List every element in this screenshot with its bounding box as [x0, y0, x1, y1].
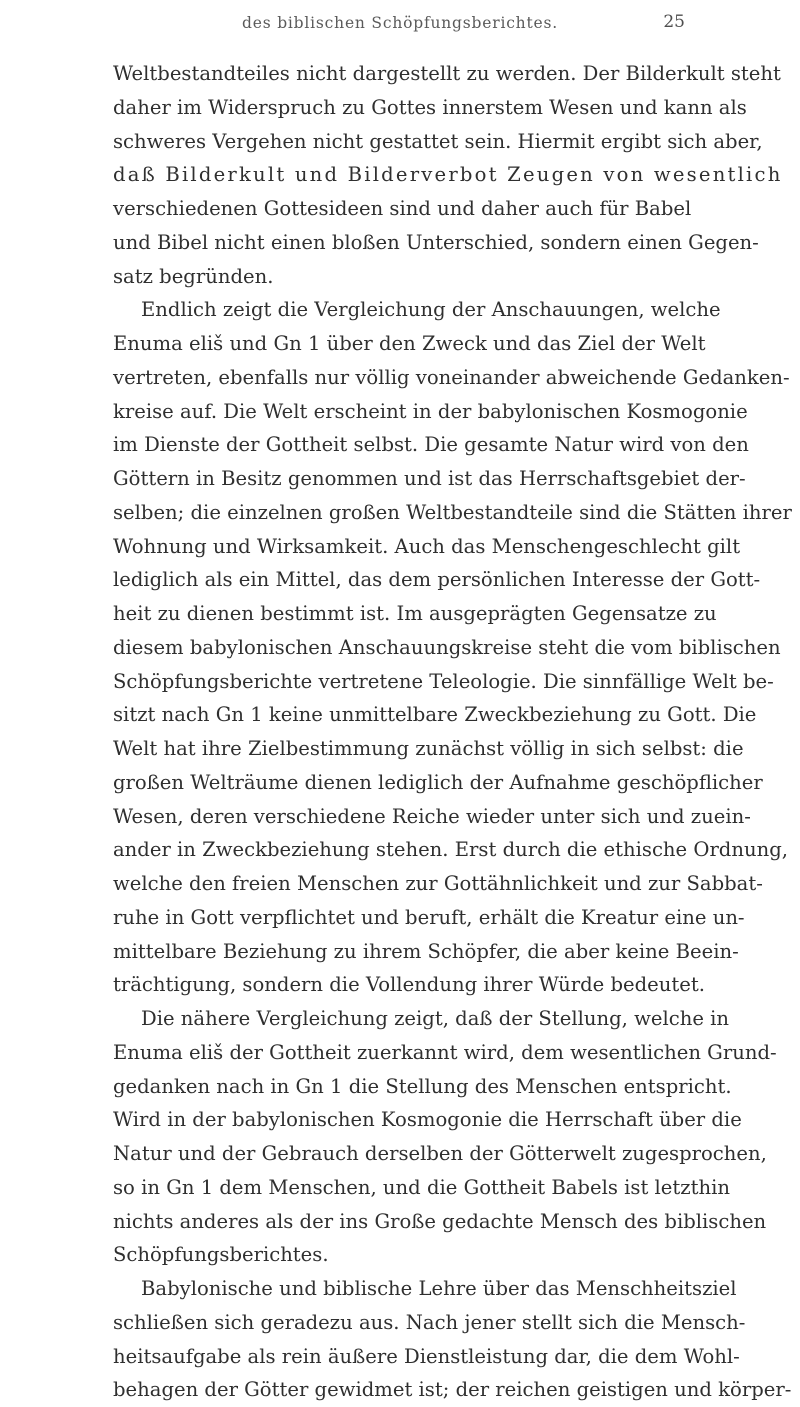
text-line: schließen sich geradezu aus. Nach jener stellt sich die Mensch- [113, 1310, 746, 1334]
text-line: vertreten, ebenfalls nur völlig voneinander abweichende Gedanken- [113, 365, 790, 389]
body-text [113, 57, 792, 1407]
text-line: verschiedenen Gottesideen sind und daher auch für Babel [113, 197, 692, 220]
text-line: Natur und der Gebrauch derselben der Götterwelt zugesprochen, [113, 1142, 767, 1165]
text-line: Göttern in Besitz genommen und ist das Herrschaftsgebiet der- [113, 467, 746, 490]
text-line: Wird in der babylonischen Kosmogonie die Herrschaft über die [113, 1108, 742, 1132]
running-title: des biblischen Schöpfungsberichtes. [242, 14, 558, 32]
text-line: Die nähere Vergleichung zeigt, daß der Stellung, welche in [141, 1007, 730, 1030]
text-line: ander in Zweckbeziehung stehen. Erst durch die ethische Ordnung, [113, 838, 788, 862]
text-line: Wesen, deren verschiedene Reiche wieder unter sich und zuein- [113, 804, 751, 828]
text-line: Weltbestandteiles nicht dargestellt zu werden. Der Bilderkult steht [113, 62, 781, 85]
text-line: gedanken nach in Gn 1 die Stellung des Menschen entspricht. [113, 1074, 732, 1098]
text-line: Welt hat ihre Zielbestimmung zunächst völlig in sich selbst: die [113, 737, 744, 760]
text-line: ruhe in Gott verpflichtet und beruft, erhält die Kreatur eine un- [113, 905, 745, 929]
text-line: lediglich als ein Mittel, das dem persönlichen Interesse der Gott- [113, 568, 761, 592]
text-line: kreise auf. Die Welt erscheint in der babylonischen Kosmogonie [113, 399, 748, 423]
page-number: 25 [663, 12, 685, 32]
text-line: Schöpfungsberichte vertretene Teleologie. Die sinnfällige Welt be- [113, 669, 774, 693]
text-line: daher im Widerspruch zu Gottes innerstem Wesen und kann als [113, 95, 747, 119]
text-line: Endlich zeigt die Vergleichung der Anschauungen, welche [141, 298, 721, 322]
text-line: daß Bilderkult und Bilderverbot Zeugen von wesentlich [113, 163, 783, 187]
text-line: Wohnung und Wirksamkeit. Auch das Menschengeschlecht gilt [113, 534, 741, 558]
text-line: nichts anderes als der ins Große gedachte Mensch des biblischen [113, 1209, 767, 1233]
text-line: mittelbare Beziehung zu ihrem Schöpfer, die aber keine Beein- [113, 939, 739, 963]
text-line: selben; die einzelnen großen Weltbestandteile sind die Stätten ihrer [113, 500, 792, 524]
text-line: so in Gn 1 dem Menschen, und die Gottheit Babels ist letzthin [113, 1175, 730, 1199]
text-line: heitsaufgabe als rein äußere Dienstleistung dar, die dem Wohl- [113, 1344, 740, 1368]
text-line: im Dienste der Gottheit selbst. Die gesamte Natur wird von den [113, 433, 749, 457]
text-line: Babylonische und biblische Lehre über das Menschheitsziel [141, 1277, 737, 1300]
text-line: Enuma eliš der Gottheit zuerkannt wird, dem wesentlichen Grund- [113, 1040, 777, 1064]
text-line: behagen der Götter gewidmet ist; der reichen geistigen und körper- [113, 1378, 792, 1402]
text-line: heit zu dienen bestimmt ist. Im ausgeprägten Gegensatze zu [113, 602, 717, 625]
text-line: trächtigung, sondern die Vollendung ihrer Würde bedeutet. [113, 973, 705, 997]
text-line: diesem babylonischen Anschauungskreise steht die vom biblischen [113, 635, 781, 659]
text-line: großen Welträume dienen lediglich der Aufnahme geschöpflicher [113, 770, 763, 794]
text-line: welche den freien Menschen zur Gottähnlichkeit und zur Sabbat- [113, 872, 763, 895]
text-line: schweres Vergehen nicht gestattet sein. Hiermit ergibt sich aber, [113, 129, 763, 153]
running-head [115, 12, 685, 38]
text-line: Schöpfungsberichtes. [113, 1243, 329, 1267]
text-line: Enuma eliš und Gn 1 über den Zweck und das Ziel der Welt [113, 332, 706, 355]
text-line: satz begründen. [113, 264, 274, 288]
text-line: sitzt nach Gn 1 keine unmittelbare Zweckbeziehung zu Gott. Die [113, 703, 757, 727]
text-line: und Bibel nicht einen bloßen Unterschied, sondern einen Gegen- [113, 230, 759, 254]
